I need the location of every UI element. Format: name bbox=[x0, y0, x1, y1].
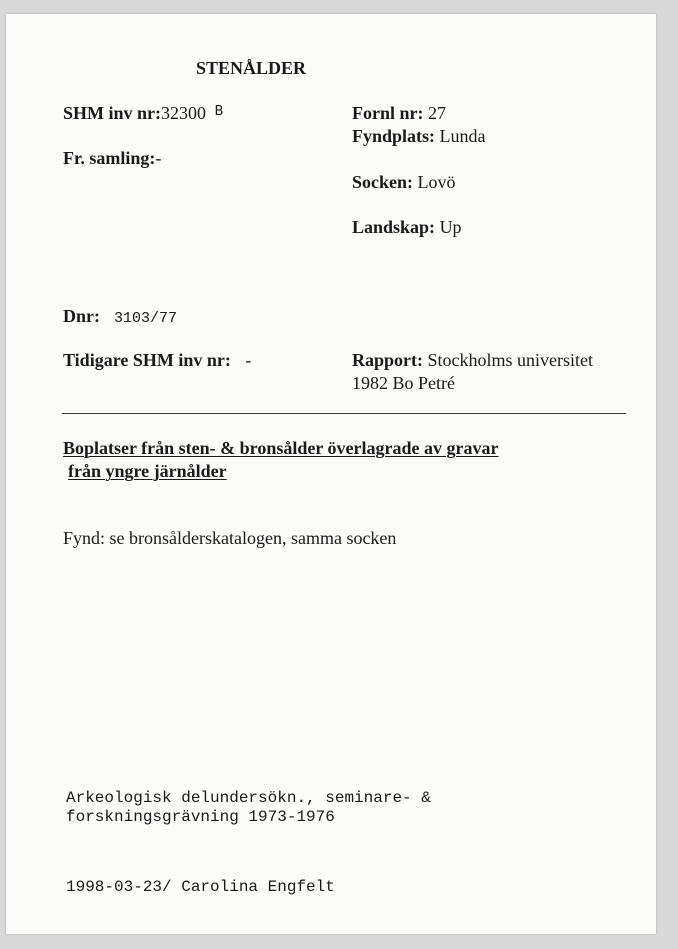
tidigare-value: - bbox=[245, 350, 252, 370]
socken-label: Socken: bbox=[352, 172, 414, 192]
notes-line1: Arkeologisk delundersökn., seminare- & bbox=[66, 789, 431, 807]
socken-field bbox=[352, 172, 456, 193]
fornl-value: 27 bbox=[428, 103, 446, 123]
landskap-field bbox=[352, 217, 462, 238]
divider-line bbox=[62, 413, 626, 414]
rapport-label: Rapport: bbox=[352, 350, 423, 370]
fynd-text: Fynd: se bronsålderskatalogen, samma socken bbox=[63, 528, 397, 548]
catalog-card bbox=[6, 14, 656, 934]
rapport-line1: Stockholms universitet bbox=[427, 350, 593, 370]
socken-value: Lovö bbox=[417, 172, 456, 192]
landskap-value: Up bbox=[439, 217, 462, 237]
fr-samling-label: Fr. samling: bbox=[63, 148, 156, 168]
shm-inv-label: SHM inv nr: bbox=[63, 103, 162, 123]
fyndplats-field bbox=[352, 126, 486, 147]
tidigare-label: Tidigare SHM inv nr: bbox=[63, 350, 231, 370]
fyndplats-value: Lunda bbox=[439, 126, 486, 146]
dnr-field bbox=[63, 306, 177, 327]
fr-samling-value: - bbox=[155, 148, 162, 168]
landskap-label: Landskap: bbox=[352, 217, 436, 237]
fornl-field bbox=[352, 103, 446, 124]
fyndplats-label: Fyndplats: bbox=[352, 126, 436, 146]
shm-inv-value: 32300 bbox=[161, 103, 207, 123]
heading-line1: Boplatser från sten- & bronsålder överlagrade av gravar bbox=[63, 438, 499, 458]
tidigare-field bbox=[63, 350, 251, 371]
notes-line2: forskningsgrävning 1973-1976 bbox=[66, 808, 335, 826]
dnr-value: 3103/77 bbox=[114, 310, 178, 327]
fornl-label: Fornl nr: bbox=[352, 103, 424, 123]
rapport-field bbox=[352, 350, 593, 371]
card-title: STENÅLDER bbox=[196, 58, 307, 78]
dnr-label: Dnr: bbox=[63, 306, 100, 326]
fr-samling-field bbox=[63, 148, 161, 169]
rapport-line2: 1982 Bo Petré bbox=[352, 373, 455, 393]
heading-line2: från yngre järnålder bbox=[68, 461, 227, 481]
shm-inv-suffix: B bbox=[214, 104, 224, 119]
shm-inv-field bbox=[63, 103, 223, 124]
signature-line: 1998-03-23/ Carolina Engfelt bbox=[66, 878, 335, 896]
